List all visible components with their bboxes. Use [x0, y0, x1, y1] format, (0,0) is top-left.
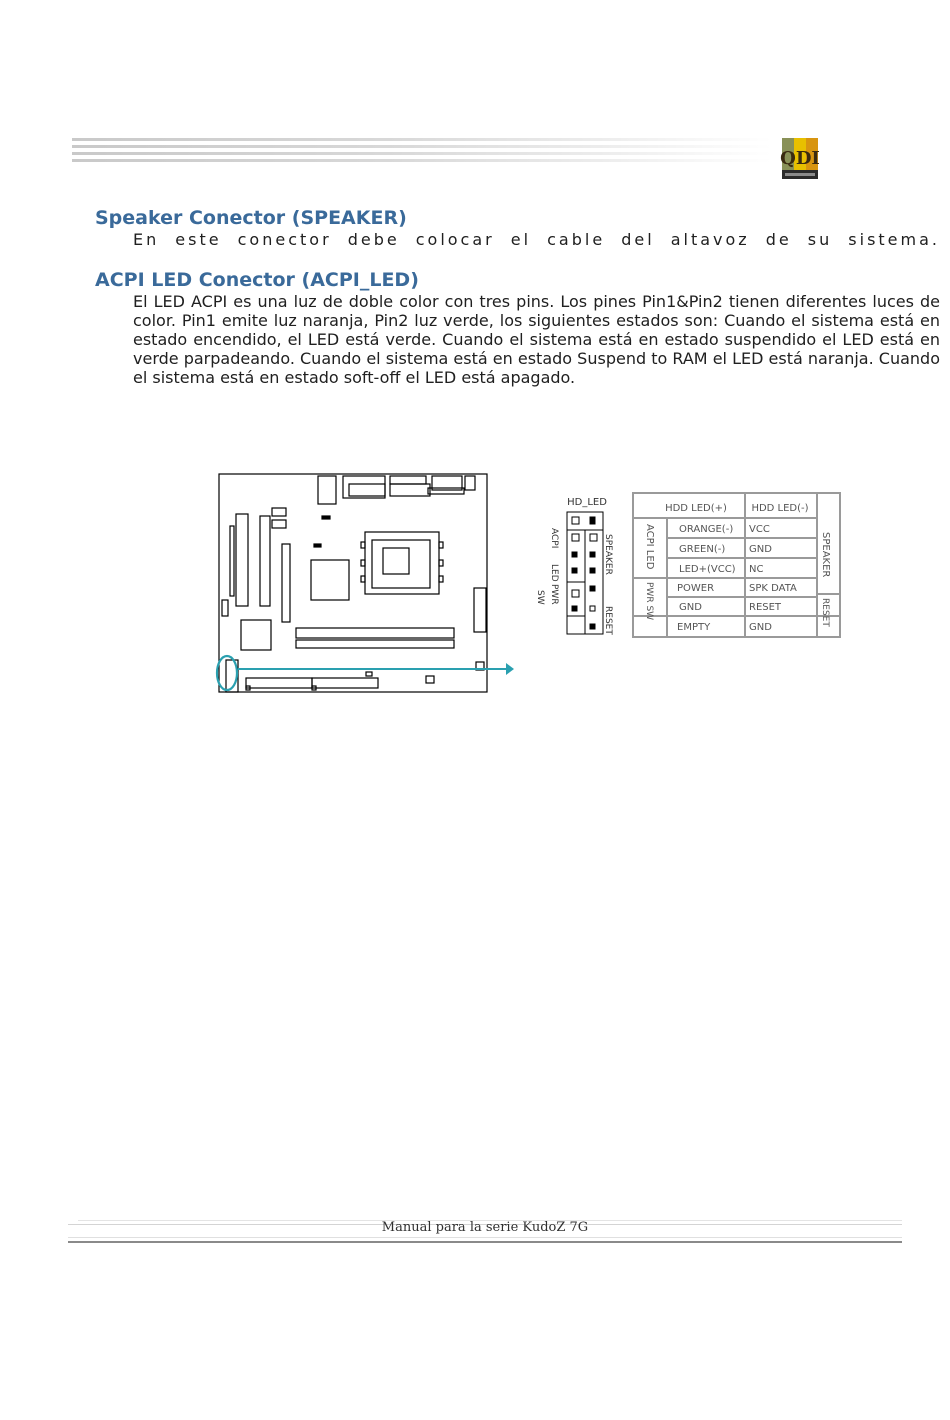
table-group-speaker: SPEAKER: [820, 532, 831, 578]
table-group-acpi-led: ACPI LED: [644, 524, 655, 570]
motherboard-layout: [219, 474, 487, 692]
label-sw: SW: [535, 590, 545, 605]
pointer-arrow: [506, 663, 514, 675]
table-header-hdd-plus: HDD LED(+): [665, 503, 727, 514]
connector-highlight: [217, 656, 237, 690]
section-body: En este conector debe colocar el cable del altavoz de su sistema.: [133, 230, 940, 249]
table-cell: RESET: [749, 602, 782, 613]
header-rule: [72, 138, 772, 168]
table-cell: EMPTY: [677, 622, 711, 633]
section-body: El LED ACPI es una luz de doble color con tres pins. Los pines Pin1&Pin2 tienen diferentes luces de color. Pin1 emite luz naranja, Pin2 luz verde, los siguientes estados son: Cuando el sistema está en estado encendido, el LED está verde. Cuando el sistema está en estado suspendido el LED está en verde parpadeando. Cuando el sistema está en estado Suspend to RAM el LED está naranja. Cuando el sistema está en estado soft-off el LED está apagado.: [133, 292, 940, 387]
pin-table-text: [644, 503, 831, 633]
table-header-hdd-minus: HDD LED(-): [751, 503, 809, 514]
connector-diagram: [210, 460, 850, 700]
label-pwr: PWR: [549, 584, 559, 605]
qdi-logo: [780, 136, 820, 180]
footer-text: Manual para la serie KudoZ 7G: [381, 1220, 589, 1235]
label-reset: RESET: [603, 606, 613, 635]
pin-assignment-table: [633, 493, 840, 637]
table-group-pwr-sw: PWR SW: [644, 582, 654, 621]
table-cell: POWER: [677, 583, 715, 594]
logo-text: QDI: [780, 148, 820, 169]
label-speaker: SPEAKER: [603, 534, 613, 575]
table-cell: GND: [749, 544, 772, 555]
table-group-reset: RESET: [820, 598, 830, 627]
label-acpi: ACPI: [549, 528, 559, 549]
table-cell: SPK DATA: [749, 583, 797, 594]
section-title: ACPI LED Conector (ACPI_LED): [95, 269, 419, 291]
table-cell: GREEN(-): [679, 544, 726, 555]
footer: [68, 1218, 902, 1248]
pin-header: [567, 497, 607, 634]
label-led: LED: [549, 564, 559, 582]
section-speaker: [95, 206, 940, 249]
table-cell: LED+(VCC): [679, 564, 736, 575]
table-cell: GND: [749, 622, 772, 633]
section-acpi-led: [95, 268, 940, 387]
section-title: Speaker Conector (SPEAKER): [95, 207, 407, 229]
table-cell: ORANGE(-): [679, 524, 734, 535]
table-cell: GND: [679, 602, 702, 613]
table-cell: NC: [749, 564, 764, 575]
table-cell: VCC: [749, 524, 770, 535]
header-top-label: HD_LED: [567, 497, 607, 508]
